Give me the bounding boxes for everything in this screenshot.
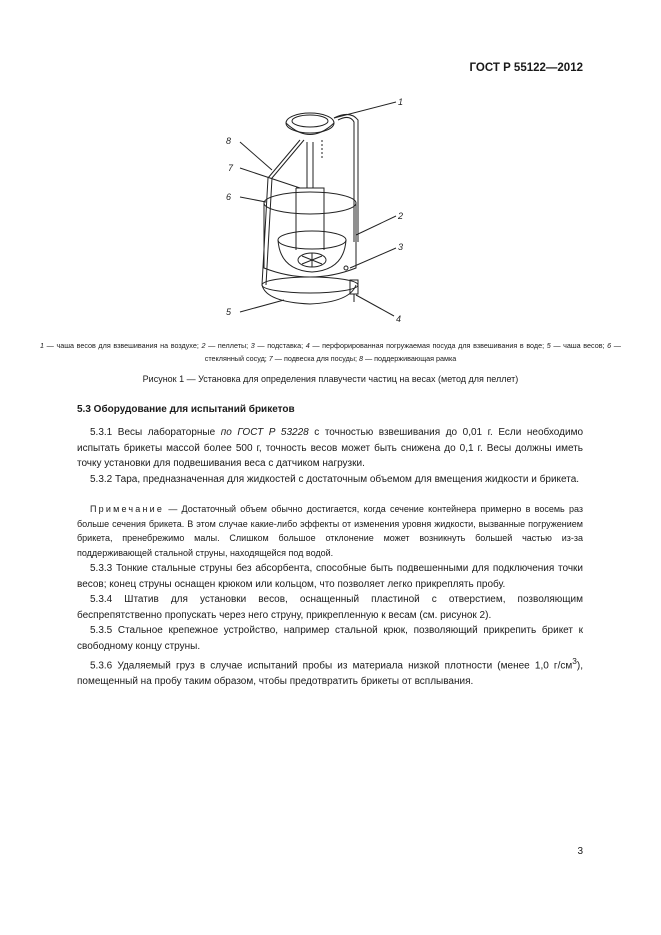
callout-2: 2 xyxy=(398,211,404,221)
page-number: 3 xyxy=(577,846,583,857)
figure-caption: Рисунок 1 — Установка для определения плавучести частиц на весах (метод для пеллет) xyxy=(142,374,519,384)
weighing-pan xyxy=(262,285,356,304)
paragraph-5-3-3: 5.3.3 Тонкие стальные струны без абсорбента, способные быть подвешенными для подключения точки весов; конец струны оснащен крюком или кольцом, что позволяет легко прикреплять пробу. xyxy=(77,563,583,590)
figure-apparatus xyxy=(200,90,430,330)
glass-vessel xyxy=(264,192,356,214)
callout-8: 8 xyxy=(226,136,232,146)
callout-6: 6 xyxy=(226,192,232,202)
callout-1: 1 xyxy=(398,97,404,107)
paragraph-5-3-1: 5.3.1 Весы лабораторные по ГОСТ Р 53228 с точностью взвешивания до 0,01 г. Если необходимо испытать брикеты массой более 500 г, точность весов может быть снижена до 0,1 г. Весы должны иметь точку установки для подвешивания веса с датчиком нагрузки. xyxy=(77,427,584,469)
document-code: ГОСТ Р 55122—2012 xyxy=(469,62,583,74)
callout-3: 3 xyxy=(398,242,404,252)
section-title: 5.3 Оборудование для испытаний брикетов xyxy=(77,404,295,415)
section-body-bottom xyxy=(77,561,583,689)
section-body-top xyxy=(77,425,583,487)
paragraph-5-3-4: 5.3.4 Штатив для установки весов, оснащенный пластиной с отверстием, позволяющим беспрепятственно пропускать через него струну, прикрепленную к весам (см. рисунок 2). xyxy=(77,594,583,621)
paragraph-5-3-2: 5.3.2 Тара, предназначенная для жидкостей с достаточным объемом для вмещения жидкости и брикета. xyxy=(90,473,580,485)
paragraph-5-3-5: 5.3.5 Стальное крепежное устройство, например стальной крюк, позволяющий прикрепить брикет к свободному концу струны. xyxy=(77,625,583,652)
paragraph-5-3-6: 5.3.6 Удаляемый груз в случае испытаний пробы из материала низкой плотности (менее 1,0 $г/см^3$), помещенный на пробу таким образом, чтобы предотвратить брикеты от всплывания. xyxy=(77,656,583,687)
note-block: Примечание — Достаточный объем обычно достигается, когда сечение контейнера примерно в восемь раз больше сечения брикета. В этом случае какие-либо эффекты от изменения уровня жидкости, вызванные погружением брикета, пренебрежимо малы. Слишком большое отклонение может возникнуть большей частью из-за поддерживающей стальной струны, находящейся под водой. xyxy=(77,504,583,558)
callout-5: 5 xyxy=(226,307,232,317)
callout-4: 4 xyxy=(396,314,402,324)
note-label: Примечание xyxy=(90,504,165,514)
apparatus-drawing xyxy=(200,90,430,330)
figure-legend: 1 — чаша весов для взвешивания на воздухе; 2 — пеллеты; 3 — подставка; 4 — перфорированная погружаемая посуда для взвешивания в воде; 5 — чаша весов; 6 — стеклянный сосуд; 7 — подвеска для посуды; 8 — поддерживающая рамка xyxy=(40,341,621,363)
callout-7: 7 xyxy=(228,163,234,173)
